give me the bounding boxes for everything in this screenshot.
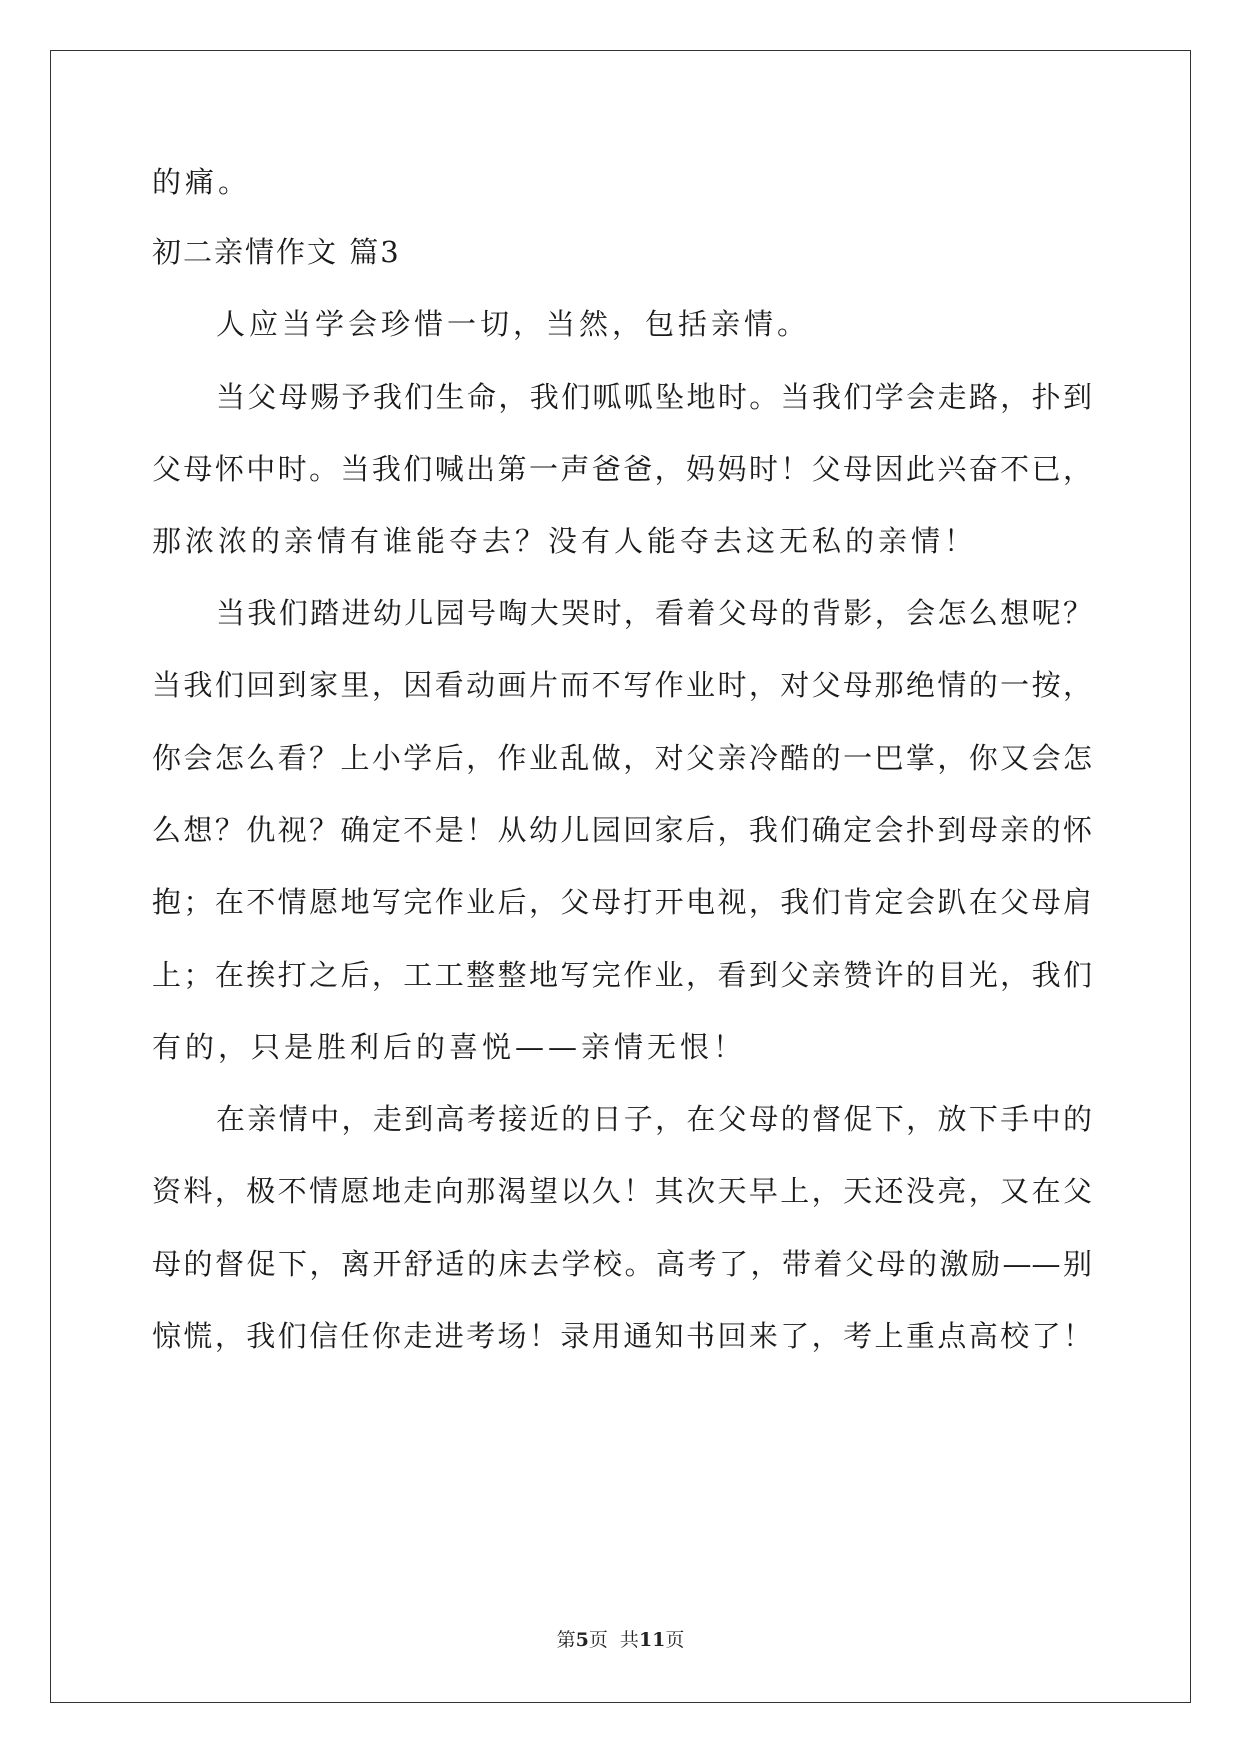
text-line: 在亲情中，走到高考接近的日子，在父母的督促下，放下手中的 (216, 1102, 1092, 1136)
text-line: 惊慌，我们信任你走进考场！录用通知书回来了，考上重点高校了！ (152, 1319, 1092, 1353)
section-heading: 初二亲情作文 篇3 (152, 235, 401, 269)
page-suffix: 页 (665, 1629, 685, 1651)
text-line: 当我们踏进幼儿园号啕大哭时，看着父母的背影，会怎么想呢？ (216, 596, 1092, 630)
text-line: 么想？仇视？确定不是！从幼儿园回家后，我们确定会扑到母亲的怀 (152, 813, 1092, 847)
page-current: 5 (575, 1629, 589, 1651)
text-line: 人应当学会珍惜一切，当然，包括亲情。 (216, 307, 811, 341)
text-line: 上；在挨打之后，工工整整地写完作业，看到父亲赞许的目光，我们 (152, 958, 1092, 992)
text-line: 当我们回到家里，因看动画片而不写作业时，对父母那绝情的一按， (152, 668, 1092, 702)
text-line: 有的，只是胜利后的喜悦——亲情无恨！ (152, 1030, 747, 1064)
text-line: 抱；在不情愿地写完作业后，父母打开电视，我们肯定会趴在父母肩 (152, 885, 1092, 919)
page-border (50, 50, 1191, 1703)
text-line: 你会怎么看？上小学后，作业乱做，对父亲冷酷的一巴掌，你又会怎 (152, 741, 1092, 775)
page-total: 11 (638, 1629, 666, 1651)
text-line: 父母怀中时。当我们喊出第一声爸爸，妈妈时！父母因此兴奋不已， (152, 452, 1092, 486)
page-mid: 页 共 (588, 1629, 639, 1651)
text-line: 母的督促下，离开舒适的床去学校。高考了，带着父母的激励——别 (152, 1247, 1092, 1281)
text-line: 当父母赐予我们生命，我们呱呱坠地时。当我们学会走路，扑到 (216, 380, 1092, 414)
page-number-footer (0, 1628, 1241, 1652)
text-line: 那浓浓的亲情有谁能夺去？没有人能夺去这无私的亲情！ (152, 524, 978, 558)
text-line: 的痛。 (152, 165, 252, 199)
text-line: 资料，极不情愿地走向那渴望以久！其次天早上，天还没亮，又在父 (152, 1174, 1092, 1208)
page-prefix: 第 (556, 1629, 576, 1651)
